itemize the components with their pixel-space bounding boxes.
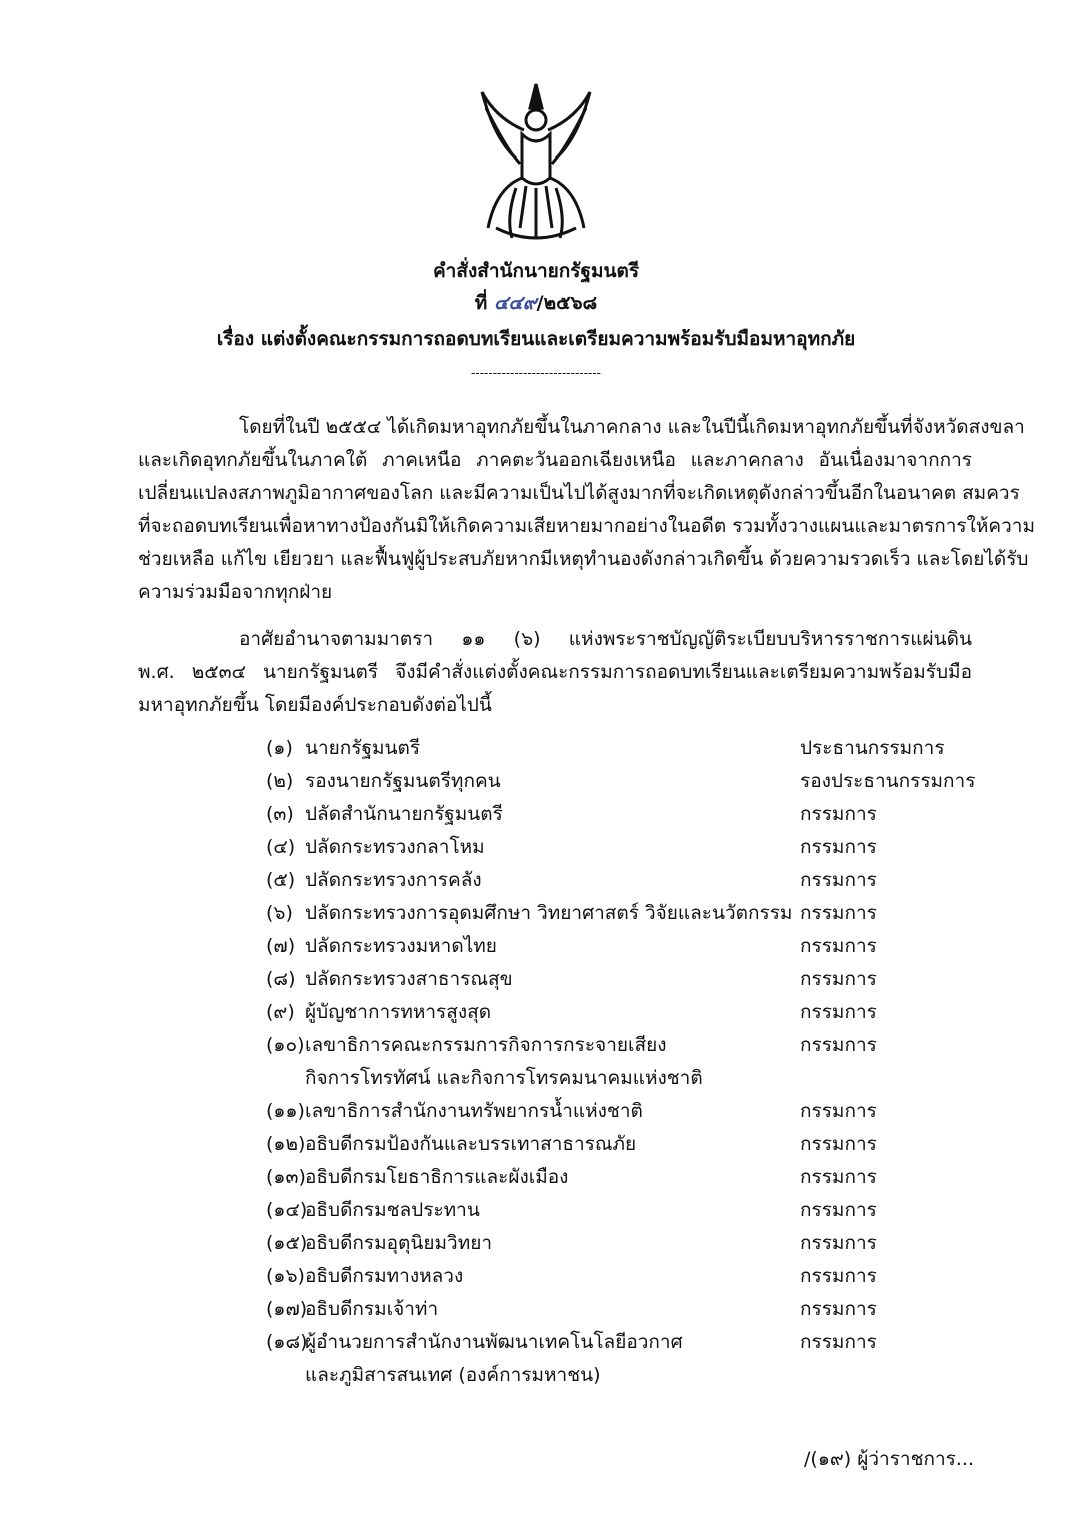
member-number: (๕) (266, 869, 296, 891)
member-role: กรรมการ (800, 1232, 877, 1254)
member-name: ปลัดกระทรวงมหาดไทย (305, 935, 497, 957)
member-role: กรรมการ (800, 1331, 877, 1353)
member-name: รองนายกรัฐมนตรีทุกคน (305, 770, 501, 792)
member-name: ปลัดสำนักนายกรัฐมนตรี (305, 803, 503, 825)
member-number: (๒) (266, 770, 294, 792)
member-role: กรรมการ (800, 968, 877, 990)
paragraph-line: พ.ศ. ๒๕๓๔ นายกรัฐมนตรี จึงมีคำสั่งแต่งตั้งคณะกรรมการถอดบทเรียนและเตรียมความพร้อมรับมือ (138, 661, 972, 683)
member-role: กรรมการ (800, 1100, 877, 1122)
member-number: (๙) (266, 1001, 295, 1023)
paragraph-line: เปลี่ยนแปลงสภาพภูมิอากาศของโลก และมีความเป็นไปได้สูงมากที่จะเกิดเหตุดังกล่าวขึ้นอีกในอนาคต สมควร (138, 482, 1020, 504)
member-name: อธิบดีกรมโยธาธิการและผังเมือง (305, 1166, 569, 1188)
member-name: อธิบดีกรมป้องกันและบรรเทาสาธารณภัย (305, 1133, 637, 1155)
member-role: กรรมการ (800, 1166, 877, 1188)
member-name: อธิบดีกรมชลประทาน (305, 1199, 480, 1221)
order-subject: เรื่อง แต่งตั้งคณะกรรมการถอดบทเรียนและเตรียมความพร้อมรับมือมหาอุทกภัย (216, 328, 856, 350)
member-name: ผู้บัญชาการทหารสูงสุด (305, 1001, 492, 1023)
order-title: คำสั่งสำนักนายกรัฐมนตรี (432, 260, 640, 282)
member-role: กรรมการ (800, 935, 877, 957)
member-name: ปลัดกระทรวงการอุดมศึกษา วิทยาศาสตร์ วิจัยและนวัตกรรม (305, 902, 793, 924)
member-number: (๑๖) (266, 1265, 305, 1287)
member-name-continued: และภูมิสารสนเทศ (องค์การมหาชน) (305, 1364, 601, 1386)
paragraph-line: อาศัยอำนาจตามมาตรา ๑๑ (๖) แห่งพระราชบัญญัติระเบียบบริหารราชการแผ่นดิน (239, 628, 972, 650)
member-role: กรรมการ (800, 1298, 877, 1320)
member-role: กรรมการ (800, 1034, 877, 1056)
paragraph-line: ความร่วมมือจากทุกฝ่าย (138, 581, 333, 603)
member-number: (๑๓) (266, 1166, 306, 1188)
member-role: กรรมการ (800, 1133, 877, 1155)
member-number: (๓) (266, 803, 294, 825)
member-role: กรรมการ (800, 1001, 877, 1023)
member-number: (๑) (266, 737, 293, 759)
member-name: ปลัดกระทรวงการคลัง (305, 869, 482, 891)
member-name: ปลัดกระทรวงกลาโหม (305, 836, 485, 858)
member-name: อธิบดีกรมอุตุนิยมวิทยา (305, 1232, 493, 1254)
member-role: กรรมการ (800, 1265, 877, 1287)
member-name: อธิบดีกรมทางหลวง (305, 1265, 464, 1287)
paragraph-line: และเกิดอุทกภัยขึ้นในภาคใต้ ภาคเหนือ ภาคตะวันออกเฉียงเหนือ และภาคกลาง อันเนื่องมาจากการ (138, 449, 972, 471)
member-number: (๖) (266, 902, 293, 924)
member-number: (๗) (266, 935, 296, 957)
member-name: อธิบดีกรมเจ้าท่า (305, 1298, 439, 1320)
paragraph-line: โดยที่ในปี ๒๕๕๔ ได้เกิดมหาอุทกภัยขึ้นในภาคกลาง และในปีนี้เกิดมหาอุทกภัยขึ้นที่จังหวัดสงขลา (239, 416, 1025, 438)
member-name: นายกรัฐมนตรี (305, 737, 421, 759)
member-name-continued: กิจการโทรทัศน์ และกิจการโทรคมนาคมแห่งชาติ (305, 1067, 703, 1089)
paragraph-line: มหาอุทกภัยขึ้น โดยมีองค์ประกอบดังต่อไปนี้ (138, 694, 492, 716)
member-number: (๘) (266, 968, 296, 990)
member-role: กรรมการ (800, 869, 877, 891)
member-name: ปลัดกระทรวงสาธารณสุข (305, 968, 513, 990)
member-number: (๑๔) (266, 1199, 308, 1221)
member-role: รองประธานกรรมการ (800, 770, 976, 792)
member-number: (๔) (266, 836, 296, 858)
member-role: กรรมการ (800, 836, 877, 858)
member-number: (๑๒) (266, 1133, 306, 1155)
member-number: (๑๘) (266, 1331, 308, 1353)
member-number: (๑๕) (266, 1232, 308, 1254)
paragraph-line: ช่วยเหลือ แก้ไข เยียวยา และฟื้นฟูผู้ประสบภัยหากมีเหตุทำนองดังกล่าวเกิดขึ้น ด้วยความรวดเร็ว และโดยได้รับ (138, 548, 1029, 570)
order-number: ที่ ๔๔๙/๒๕๖๘ (474, 292, 598, 314)
paragraph-line: ที่จะถอดบทเรียนเพื่อหาทางป้องกันมิให้เกิดความเสียหายมากอย่างในอดีต รวมทั้งวางแผนและมาตรการให้ความ (138, 515, 1035, 537)
member-role: กรรมการ (800, 902, 877, 924)
member-name: ผู้อำนวยการสำนักงานพัฒนาเทคโนโลยีอวกาศ (305, 1331, 683, 1353)
member-role: กรรมการ (800, 1199, 877, 1221)
divider: ------------------------------ (471, 366, 601, 380)
member-number: (๑๗) (266, 1298, 308, 1320)
continuation-note: /(๑๙) ผู้ว่าราชการ... (804, 1448, 974, 1470)
handwritten-number: ๔๔๙ (493, 292, 537, 314)
member-role: ประธานกรรมการ (800, 737, 945, 759)
member-name: เลขาธิการสำนักงานทรัพยากรน้ำแห่งชาติ (305, 1100, 643, 1122)
member-number: (๑๑) (266, 1100, 305, 1122)
member-role: กรรมการ (800, 803, 877, 825)
member-number: (๑๐) (266, 1034, 305, 1056)
garuda-emblem (476, 78, 596, 248)
member-name: เลขาธิการคณะกรรมการกิจการกระจายเสียง (305, 1034, 667, 1056)
